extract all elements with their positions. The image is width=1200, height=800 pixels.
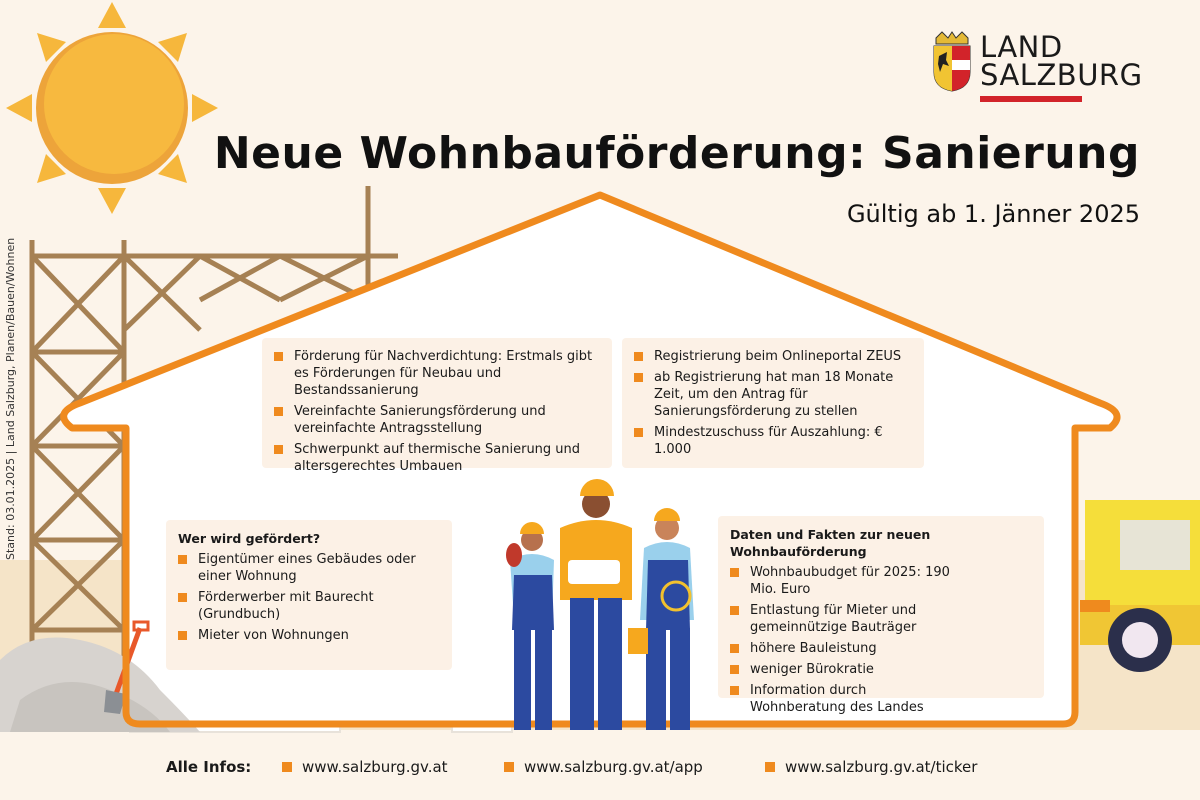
bullet-list bbox=[274, 348, 600, 475]
page-title: Neue Wohnbauförderung: Sanierung bbox=[213, 128, 1140, 179]
info-box-wer-wird-gefoerdert bbox=[166, 520, 452, 670]
list-item: Information durch Wohnberatung des Landes bbox=[730, 682, 960, 716]
date-source-note: Stand: 03.01.2025 | Land Salzburg, Planen/Bauen/Wohnen bbox=[4, 237, 17, 560]
link-salzburg-ticker[interactable]: www.salzburg.gv.at/ticker bbox=[765, 758, 977, 776]
bullet-list bbox=[634, 348, 912, 458]
bullet-list bbox=[730, 564, 960, 716]
list-item: Mieter von Wohnungen bbox=[178, 627, 440, 644]
page-subtitle: Gültig ab 1. Jänner 2025 bbox=[846, 200, 1140, 228]
box-heading: Daten und Fakten zur neuen Wohnbauförderung bbox=[730, 527, 931, 559]
land-salzburg-logo bbox=[932, 30, 1142, 104]
list-item: Schwerpunkt auf thermische Sanierung und altersgerechtes Umbauen bbox=[274, 441, 600, 475]
info-box-foerderung bbox=[262, 338, 612, 474]
list-item: Förderwerber mit Baurecht (Grundbuch) bbox=[178, 589, 440, 623]
list-item: Registrierung beim Onlineportal ZEUS bbox=[634, 348, 912, 365]
list-item: Mindestzuschuss für Auszahlung: € 1.000 bbox=[634, 424, 912, 458]
logo-text-land: LAND bbox=[980, 30, 1063, 64]
info-box-daten-fakten bbox=[718, 516, 1044, 715]
footer-label: Alle Infos: bbox=[166, 758, 252, 776]
list-item: Wohnbaubudget für 2025: 190 Mio. Euro bbox=[730, 564, 960, 598]
logo-underline bbox=[980, 96, 1082, 102]
list-item: Entlastung für Mieter und gemeinnützige Bauträger bbox=[730, 602, 960, 636]
sun-icon bbox=[6, 2, 218, 214]
box-heading: Wer wird gefördert? bbox=[178, 531, 321, 546]
list-item: Vereinfachte Sanierungsförderung und vereinfachte Antragsstellung bbox=[274, 403, 600, 437]
list-item: Eigentümer eines Gebäudes oder einer Wohnung bbox=[178, 551, 440, 585]
footer-links-bar bbox=[0, 752, 1200, 782]
logo-text-salzburg: SALZBURG bbox=[980, 58, 1143, 92]
info-box-registrierung bbox=[622, 338, 924, 468]
list-item: weniger Bürokratie bbox=[730, 661, 960, 678]
link-salzburg-app[interactable]: www.salzburg.gv.at/app bbox=[504, 758, 703, 776]
list-item: höhere Bauleistung bbox=[730, 640, 960, 657]
link-salzburg-gv-at[interactable]: www.salzburg.gv.at bbox=[282, 758, 448, 776]
bullet-list bbox=[178, 551, 440, 644]
list-item: ab Registrierung hat man 18 Monate Zeit, um den Antrag für Sanierungsförderung zu stellen bbox=[634, 369, 912, 420]
list-item: Förderung für Nachverdichtung: Erstmals gibt es Förderungen für Neubau und Bestandssanierung bbox=[274, 348, 600, 399]
coat-of-arms-icon bbox=[932, 30, 972, 92]
